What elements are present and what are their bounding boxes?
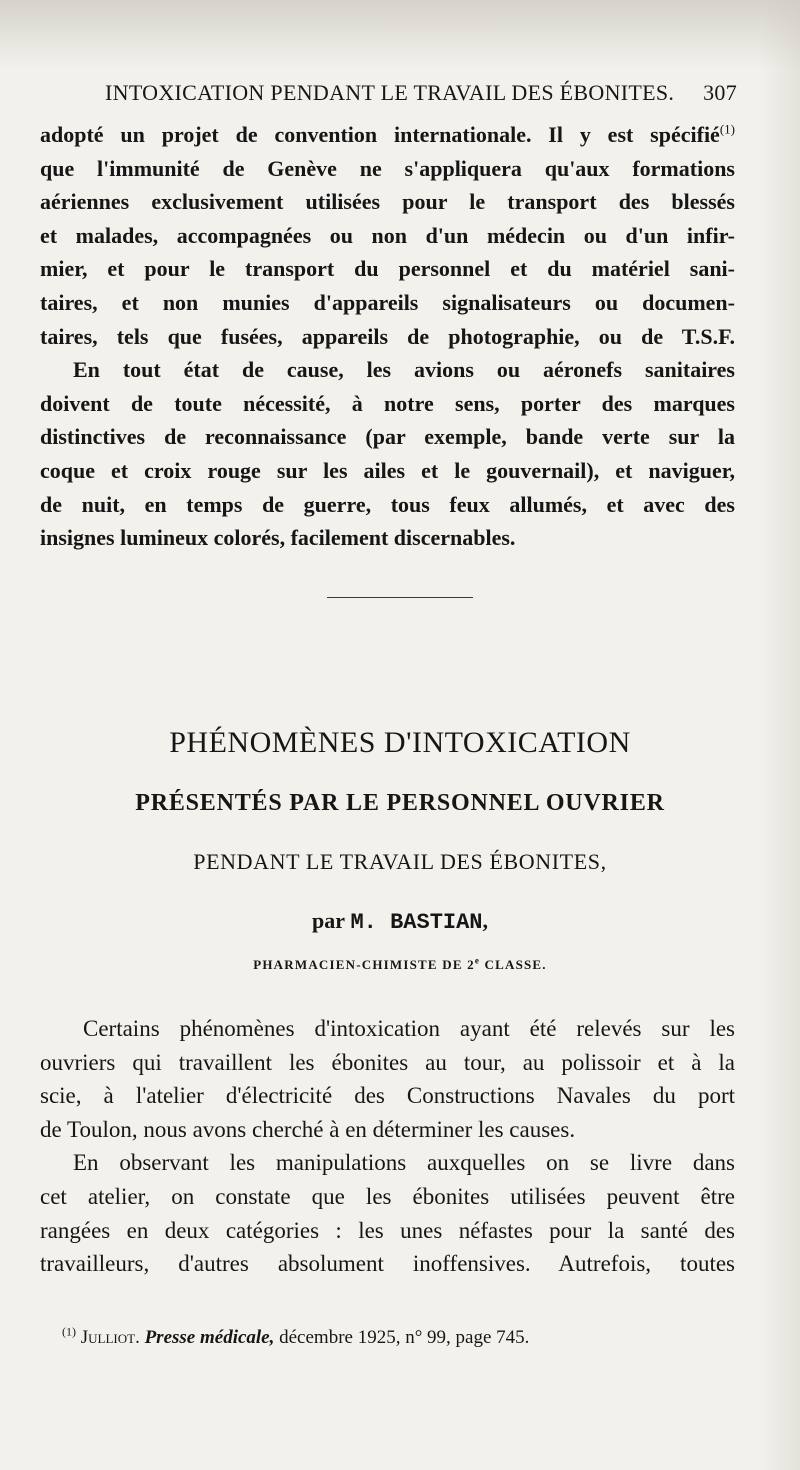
text-line: de nuit, en temps de guerre, tous feux allumés, et avec des <box>40 491 735 517</box>
text-line: rangées en deux catégories : les unes néfastes pour la santé des <box>40 1217 735 1243</box>
footnote-citation: décembre 1925, n° 99, page 745. <box>279 1327 530 1348</box>
text-line: ouvriers qui travaillent les ébonites au tour, au polissoir et à la <box>40 1049 735 1075</box>
text-line: que l'immunité de Genève ne s'appliquera qu'aux formations <box>40 155 735 181</box>
section-divider <box>327 597 473 598</box>
text-line: distinctives de reconnaissance (par exemple, bande verte sur la <box>40 424 735 450</box>
text-line: aériennes exclusivement utilisées pour le transport des blessés <box>40 189 735 215</box>
text-line: adopté un projet de convention internationale. Il y est spécifié$^{(1)}$ <box>40 121 735 147</box>
text-line: Certains phénomènes d'intoxication ayant été relevés sur les <box>83 1016 735 1041</box>
running-head <box>105 80 737 114</box>
text-line: mier, et pour le transport du personnel et du matériel sani- <box>40 256 735 282</box>
byline-prefix: par <box>311 908 345 933</box>
text-line: de Toulon, nous avons cherché à en déterminer les causes. <box>40 1116 576 1142</box>
running-head-title: INTOXICATION PENDANT LE TRAVAIL DES ÉBONITES. <box>105 80 675 105</box>
text-line: coque et croix rouge sur les ailes et le gouvernail), et naviguer, <box>40 457 735 483</box>
text-line: scie, à l'atelier d'électricité des Constructions Navales du port <box>40 1083 735 1109</box>
footnote-journal: Presse médicale, <box>144 1327 275 1348</box>
footnote-reference: (1) <box>719 121 735 137</box>
text-line: insignes lumineux colorés, facilement discernables. <box>40 525 516 551</box>
article-title: PHÉNOMÈNES D'INTOXICATION <box>169 726 631 759</box>
text-line: et malades, accompagnées ou non d'un médecin ou d'un infir- <box>40 222 735 248</box>
footnote-mark: (1) <box>62 1324 76 1339</box>
text-line: En tout état de cause, les avions ou aéronefs sanitaires <box>73 357 735 383</box>
text-line: taires, tels que fusées, appareils de photographie, ou de T.S.F. <box>40 323 735 349</box>
text-line: taires, et non munies d'appareils signalisateurs ou documen- <box>40 289 735 315</box>
article-subtitle-2: PENDANT LE TRAVAIL DES ÉBONITES, <box>193 849 607 874</box>
article-subtitle: PRÉSENTÉS PAR LE PERSONNEL OUVRIER <box>135 790 665 816</box>
byline <box>0 908 800 935</box>
text-line: travailleurs, d'autres absolument inoffensives. Autrefois, toutes <box>40 1251 735 1277</box>
article-body <box>40 1012 735 1281</box>
author-affiliation: PHARMACIEN-CHIMISTE DE 2e CLASSE. <box>253 955 547 972</box>
first-section-text <box>40 118 735 555</box>
footnote <box>62 1323 529 1353</box>
text-line: doivent de toute nécessité, à notre sens, porter des marques <box>40 390 735 416</box>
page-number: 307 <box>703 80 737 105</box>
byline-author: M. BASTIAN <box>350 910 483 935</box>
footnote-author: Julliot. <box>80 1327 140 1348</box>
byline-suffix: , <box>482 908 489 933</box>
scan-top-shade <box>0 0 800 70</box>
text-line: En observant les manipulations auxquelles on se livre dans <box>73 1150 735 1176</box>
text-line: cet atelier, on constate que les ébonites utilisées peuvent être <box>40 1183 735 1209</box>
